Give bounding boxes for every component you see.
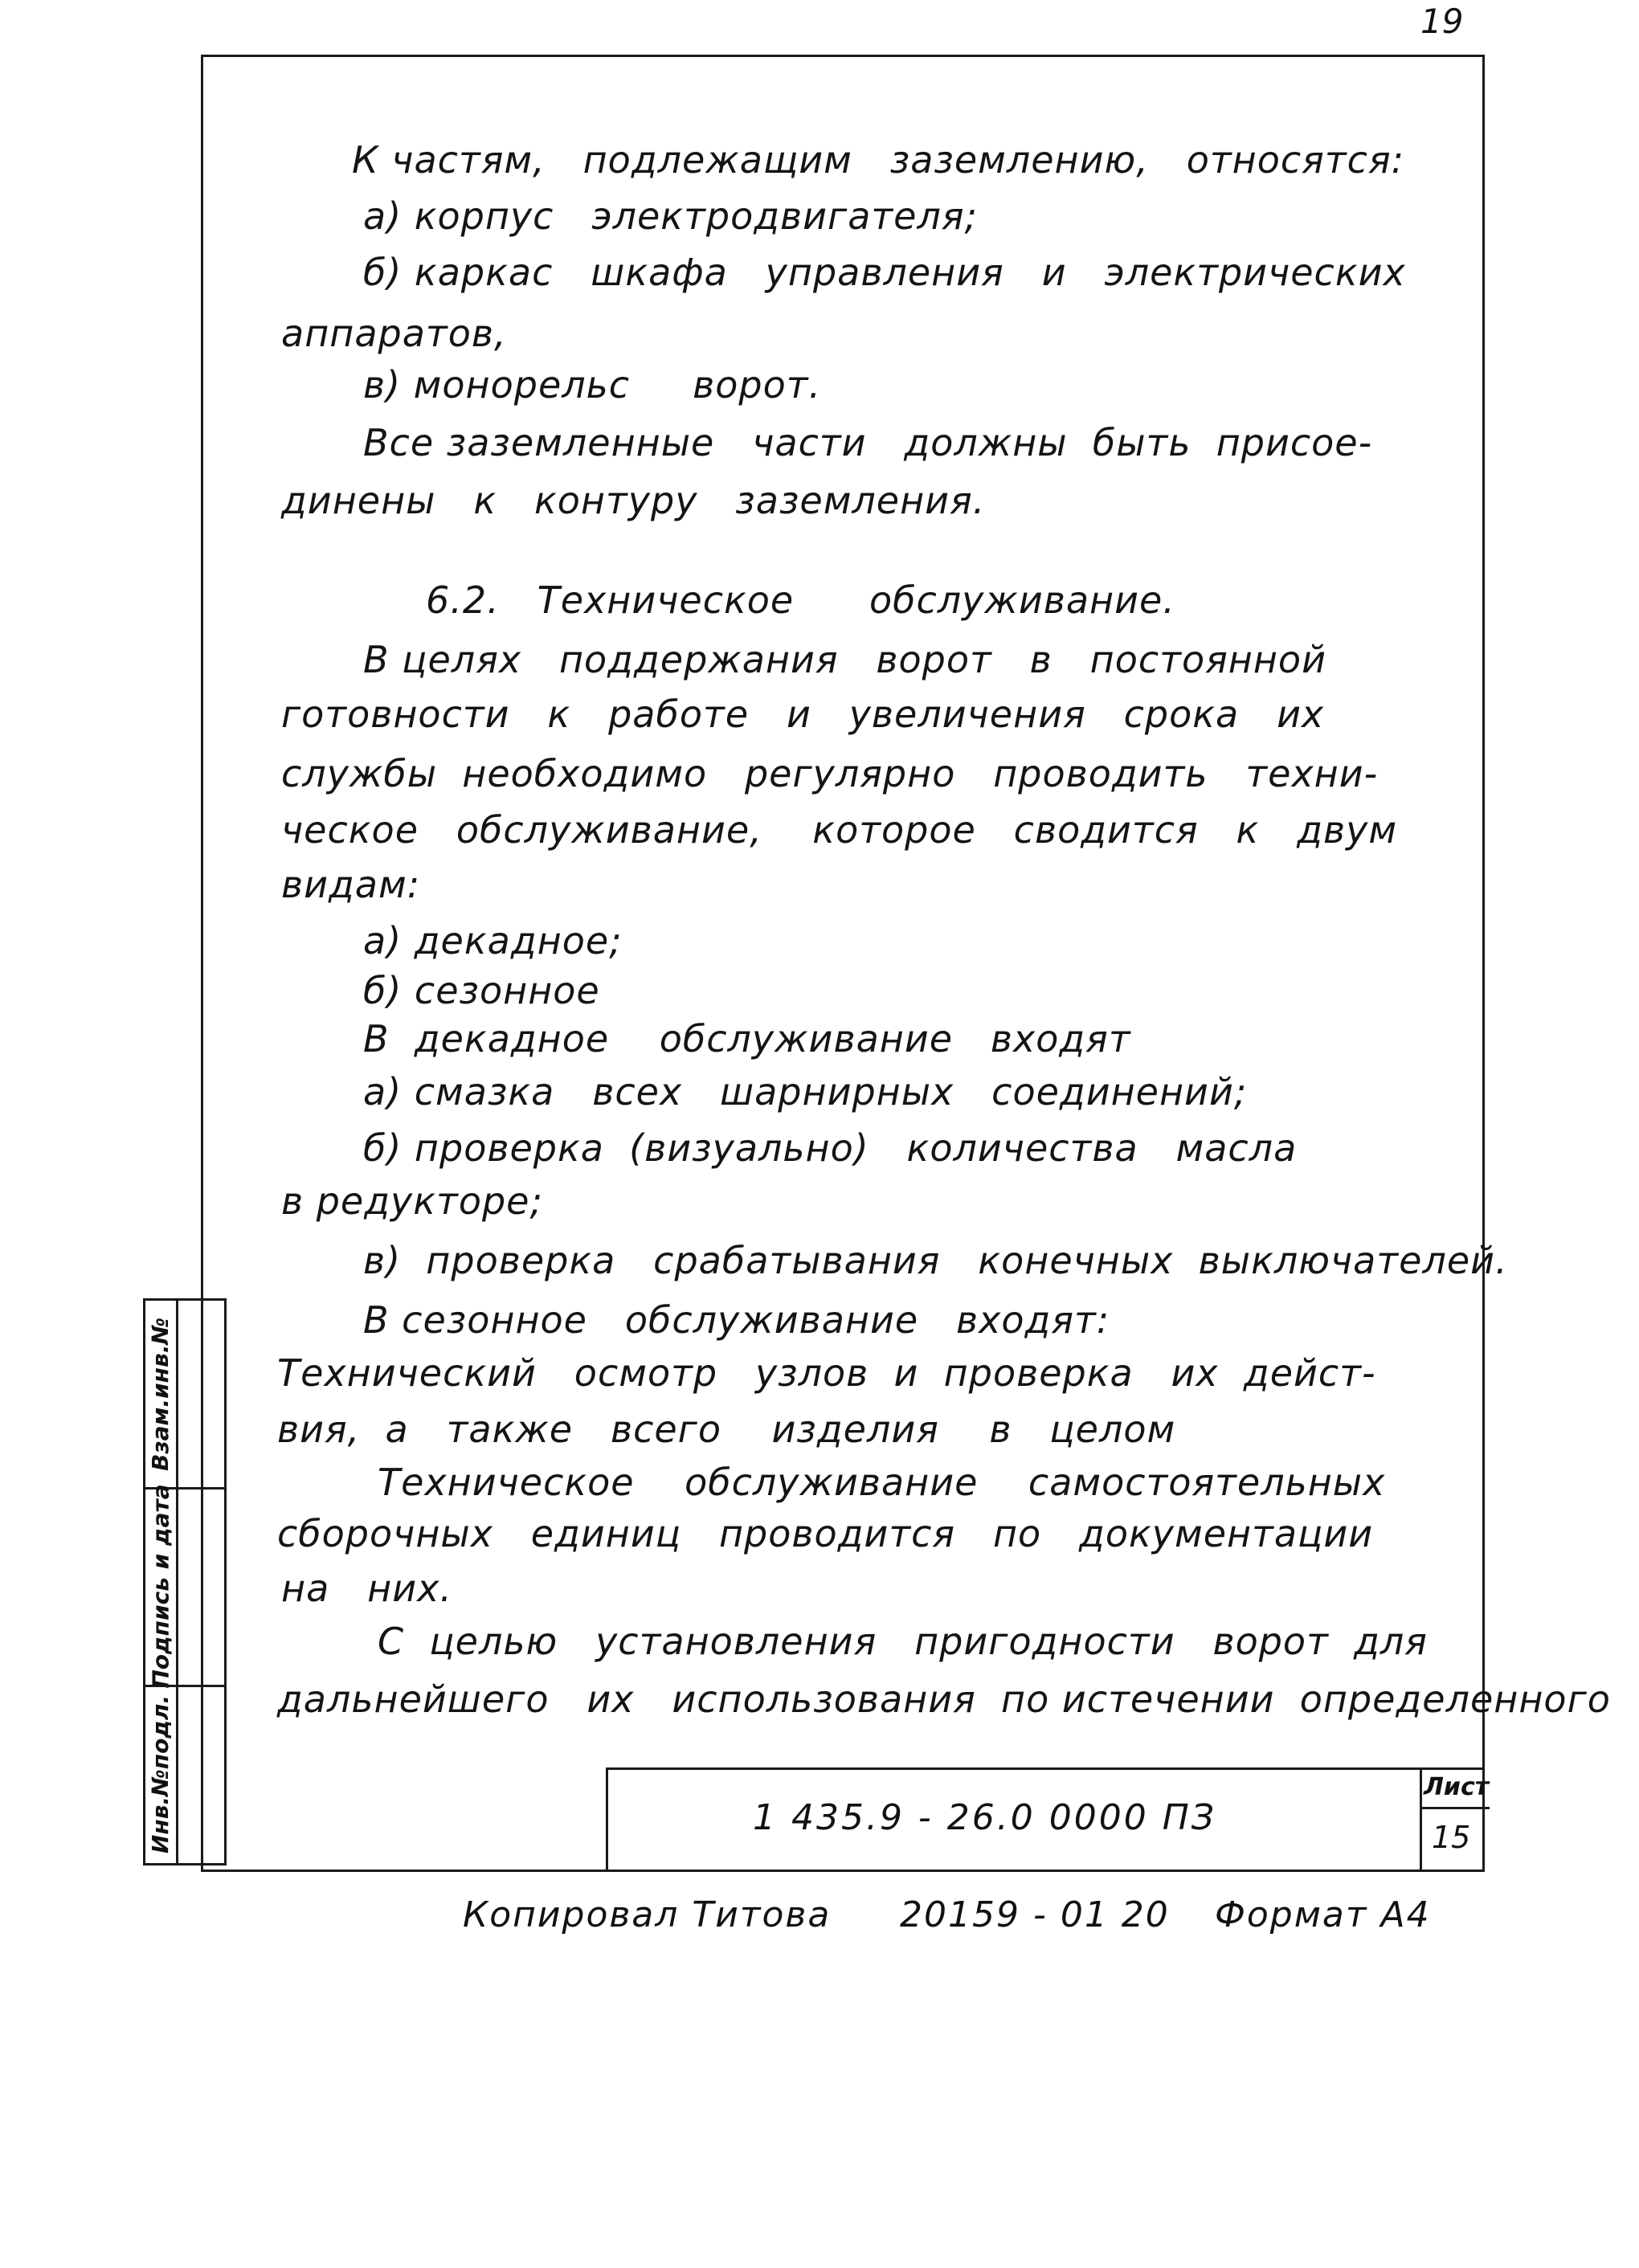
sheet-label: Лист xyxy=(1424,1773,1490,1801)
sheet-divider xyxy=(1422,1807,1490,1809)
text-line: видам: xyxy=(281,863,421,906)
text-line: б) каркас шкафа управления и электрических xyxy=(363,251,1406,294)
strip-label-signature-date: Подпись и дата xyxy=(147,1483,174,1689)
order-number: 20159 - 01 20 xyxy=(900,1894,1170,1935)
text-line: В целях поддержания ворот в постоянной xyxy=(363,638,1326,681)
paper-format: Формат А4 xyxy=(1215,1894,1431,1935)
text-line: Все заземленные части должны быть присое- xyxy=(363,421,1373,464)
document-number: 1 435.9 - 26.0 0000 ПЗ xyxy=(753,1797,1217,1838)
text-line: б) сезонное xyxy=(363,969,600,1012)
text-line: Технический осмотр узлов и проверка их дейст- xyxy=(277,1351,1376,1395)
sheet-cell xyxy=(1420,1770,1490,1872)
copied-by: Копировал Титова xyxy=(463,1894,832,1935)
text-line: в редукторе; xyxy=(281,1179,543,1223)
text-line: В сезонное обслуживание входят: xyxy=(363,1298,1110,1342)
text-line: В декадное обслуживание входят xyxy=(363,1017,1131,1060)
text-line: дальнейшего их использования по истечении определенного xyxy=(277,1678,1611,1721)
page-number: 19 xyxy=(1420,2,1464,41)
text-line: в) монорельс ворот. xyxy=(363,363,822,407)
strip-label-inv-original: Инв.№подл. xyxy=(147,1694,174,1853)
text-line: а) корпус электродвигателя; xyxy=(363,194,979,238)
text-line: К частям, подлежащим заземлению, относятся: xyxy=(352,138,1405,182)
text-line: а) смазка всех шарнирных соединений; xyxy=(363,1070,1248,1114)
title-block xyxy=(606,1767,1490,1872)
section-heading: 6.2. Техническое обслуживание. xyxy=(426,578,1175,622)
text-line: Техническое обслуживание самостоятельных xyxy=(378,1461,1386,1504)
approval-side-strip xyxy=(143,1298,227,1865)
strip-label-replace-inv: Взам.инв.№ xyxy=(147,1317,174,1471)
text-line: а) декадное; xyxy=(363,919,623,962)
text-line: С целью установления пригодности ворот для xyxy=(378,1620,1428,1663)
sheet-number: 15 xyxy=(1432,1820,1471,1855)
text-line: ческое обслуживание, которое сводится к двум xyxy=(281,808,1398,852)
text-line: динены к контуру заземления. xyxy=(281,479,986,522)
text-line: сборочных единиц проводится по документации xyxy=(277,1512,1374,1555)
text-line: на них. xyxy=(281,1567,452,1610)
text-line: в) проверка срабатывания конечных выключателей. xyxy=(363,1239,1508,1282)
text-line: готовности к работе и увеличения срока их xyxy=(281,693,1325,736)
text-line: службы необходимо регулярно проводить техни- xyxy=(281,752,1379,795)
strip-column-divider xyxy=(176,1301,178,1863)
text-line: аппаратов, xyxy=(281,312,507,355)
text-line: б) проверка (визуально) количества масла xyxy=(363,1126,1298,1170)
text-line: вия, а также всего изделия в целом xyxy=(277,1408,1176,1451)
